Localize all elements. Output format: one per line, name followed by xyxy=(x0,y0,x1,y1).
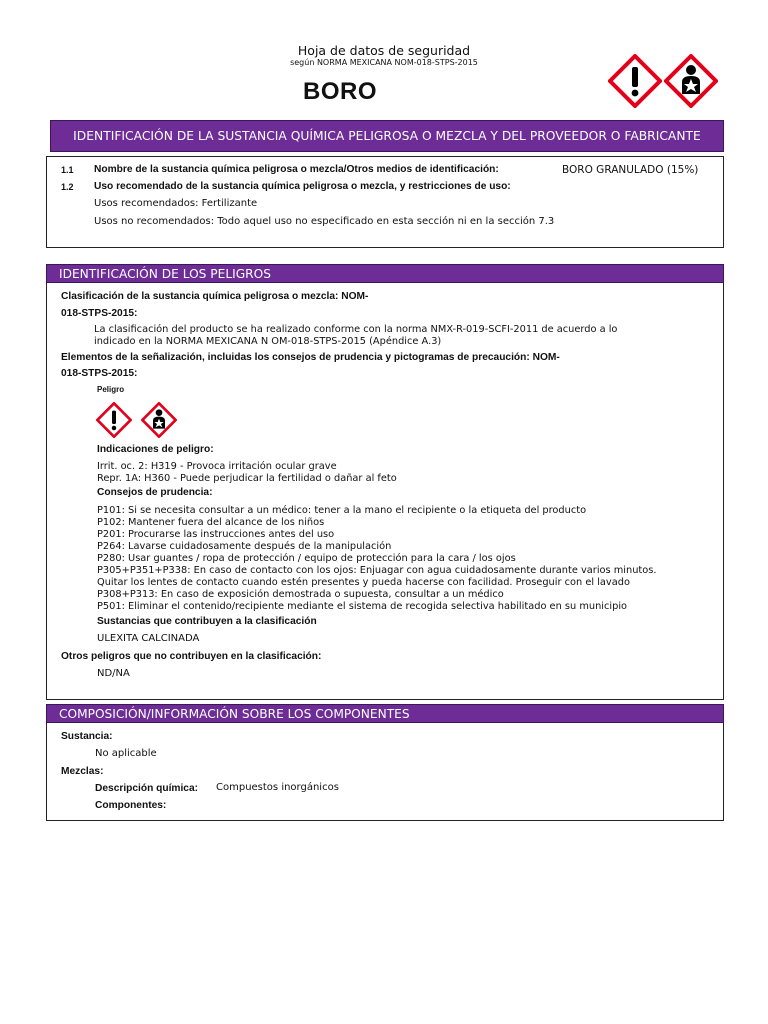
classification-label: Clasificación de la sustancia química peligrosa o mezcla: NOM- xyxy=(61,291,369,302)
elements-label: Elementos de la señalización, incluidas los consejos de prudencia y pictogramas de precaución: NOM- xyxy=(61,352,560,363)
classification-text: La clasificación del producto se ha realizado conforme con la norma NMX-R-019-SCFI-2011 de acuerdo a lo indicado en la NORMA MEXICANA N OM-018-STPS-2015 (Apéndice A.3) xyxy=(94,324,618,347)
components-label: Componentes: xyxy=(95,800,167,811)
exclamation-mark-icon xyxy=(608,54,662,108)
mixtures-label: Mezclas: xyxy=(61,766,104,777)
document-title: Hoja de datos de seguridad xyxy=(297,43,471,58)
contributing-value: ULEXITA CALCINADA xyxy=(97,633,200,644)
precaution-statement: P280: Usar guantes / ropa de protección / equipo de protección para la cara / los ojos xyxy=(97,553,516,564)
other-hazards-label: Otros peligros que no contribuyen en la clasificación: xyxy=(61,651,322,662)
hazard-label: Indicaciones de peligro: xyxy=(97,444,214,455)
precaution-statement: P201: Procurarse las instrucciones antes del uso xyxy=(97,529,335,540)
substance-value: No aplicable xyxy=(95,748,157,759)
document-header xyxy=(0,0,768,120)
classification-label-cont: 018-STPS-2015: xyxy=(61,308,138,319)
hazard-statement: Irrit. oc. 2: H319 - Provoca irritación ocular grave xyxy=(97,461,337,472)
chem-desc-value: Compuestos inorgánicos xyxy=(216,782,339,793)
precaution-statement: P501: Eliminar el contenido/recipiente mediante el sistema de recogida selectiva habilitado en su municipio xyxy=(97,601,628,612)
document-subtitle: según NORMA MEXICANA NOM-018-STPS-2015 xyxy=(290,58,478,67)
product-name: BORO xyxy=(303,78,377,105)
elements-label-cont: 018-STPS-2015: xyxy=(61,368,138,379)
item-label: Uso recomendado de la sustancia química peligrosa o mezcla, y restricciones de uso: xyxy=(94,181,511,192)
hazard-list xyxy=(97,461,397,485)
precaution-label: Consejos de prudencia: xyxy=(97,487,213,498)
item-number: 1.1 xyxy=(61,165,74,175)
item-label: Nombre de la sustancia química peligrosa o mezcla/Otros medios de identificación: xyxy=(94,164,499,175)
section-1-title: IDENTIFICACIÓN DE LA SUSTANCIA QUÍMICA PELIGROSA O MEZCLA Y DEL PROVEEDOR O FABRICANTE xyxy=(73,129,701,143)
signal-word: Peligro xyxy=(97,385,125,394)
uses-recommended: Usos recomendados: Fertilizante xyxy=(94,198,258,209)
substance-label: Sustancia: xyxy=(61,731,113,742)
precaution-statement: P305+P351+P338: En caso de contacto con los ojos: Enjuagar con agua cuidadosamente durante varios minutos. xyxy=(97,565,657,576)
section-2-title: IDENTIFICACIÓN DE LOS PELIGROS xyxy=(59,266,271,281)
precaution-statement: P308+P313: En caso de exposición demostrada o supuesta, consultar a un médico xyxy=(97,589,504,600)
precaution-statement: P101: Si se necesita consultar a un médico: tener a la mano el recipiente o la etiqueta del producto xyxy=(97,505,587,516)
section-3-title: COMPOSICIÓN/INFORMACIÓN SOBRE LOS COMPONENTES xyxy=(59,706,410,721)
precaution-list xyxy=(97,505,657,613)
item-number: 1.2 xyxy=(61,182,74,192)
precaution-statement: Quitar los lentes de contacto cuando estén presentes y pueda hacerse con facilidad. Proseguir con el lavado xyxy=(97,577,630,588)
section-3-header xyxy=(46,704,724,723)
chem-desc-label: Descripción química: xyxy=(95,783,199,794)
precaution-statement: P102: Mantener fuera del alcance de los niños xyxy=(97,517,325,528)
contributing-label: Sustancias que contribuyen a la clasificación xyxy=(97,616,317,627)
uses-not-recommended: Usos no recomendados: Todo aquel uso no especificado en esta sección ni en la sección 7.3 xyxy=(94,216,555,227)
precaution-statement: P264: Lavarse cuidadosamente después de la manipulación xyxy=(97,541,392,552)
health-hazard-icon xyxy=(141,402,177,438)
section-1-header xyxy=(50,120,724,152)
health-hazard-icon xyxy=(664,54,718,108)
exclamation-mark-icon xyxy=(96,402,132,438)
section-2-header xyxy=(46,264,724,283)
other-hazards-value: ND/NA xyxy=(97,668,130,679)
hazard-statement: Repr. 1A: H360 - Puede perjudicar la fertilidad o dañar al feto xyxy=(97,473,397,484)
product-identifier: BORO GRANULADO (15%) xyxy=(562,164,699,176)
